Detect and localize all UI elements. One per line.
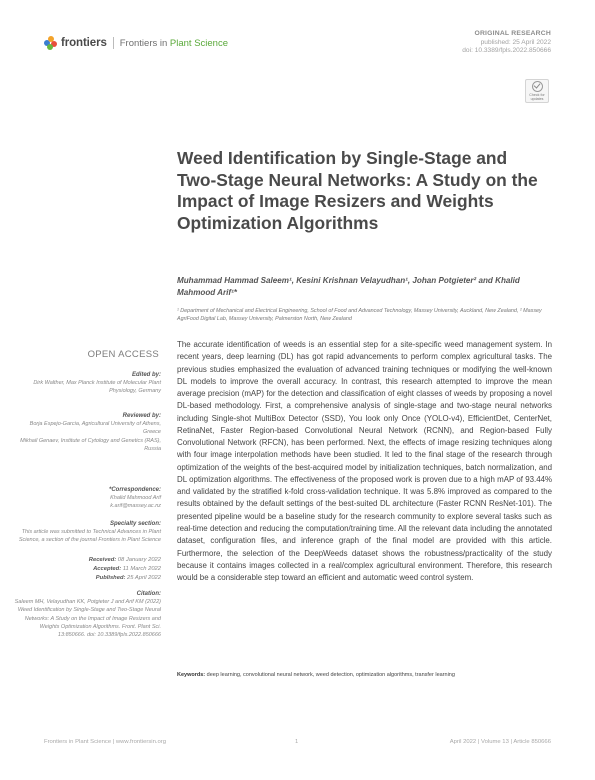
- keywords-list: deep learning, convolutional neural network, weed detection, optimization algorithms, transfer learning: [206, 672, 455, 678]
- dates-block: [89, 556, 161, 584]
- reviewed-by-label: Reviewed by:: [122, 413, 161, 419]
- citation-text: Saleem MH, Velayudhan KK, Potgieter J and Arif KM (2022) Weed Identification by Single-Stage and Two-Stage Neural Networks: A Study on the Impact of Image Resizers and Weights Optimization Algorithms. Front. Plant Sci. 13:850666. doi: 10.3389/fpls.2022.850666: [14, 599, 161, 639]
- doi-link[interactable]: doi: 10.3389/fpls.2022.850666: [462, 47, 551, 55]
- check-updates-label: Check for updates: [529, 93, 545, 101]
- open-access-label: OPEN ACCESS: [87, 349, 159, 360]
- check-updates-icon: [532, 81, 543, 92]
- article-type: ORIGINAL RESEARCH: [474, 30, 551, 37]
- editor: Dirk Walther, Max Planck Institute of Molecular Plant Physiology, Germany: [33, 380, 161, 395]
- received-date: 08 January 2022: [117, 557, 161, 563]
- accepted-label: Accepted:: [93, 566, 122, 573]
- reviewer-1: Borja Espejo-Garcia, Agricultural University of Athens, Greece: [29, 421, 161, 436]
- article-meta: [462, 30, 551, 56]
- page-number: 1: [295, 739, 299, 745]
- affiliations: ¹ Department of Mechanical and Electrical Engineering, School of Food and Advanced Technology, Massey University, Auckland, New Zealand, ² Massey AgriFood Digital Lab, Massey University, Palmerston North, New Zealand: [177, 308, 542, 322]
- correspondence-email[interactable]: k.arif@massey.ac.nz: [110, 503, 161, 510]
- abstract-text: The accurate identification of weeds is an essential step for a site-specific weed management system. In recent years, deep learning (DL) has got rapid advancements to perform complex agricultural tasks. The previous studies emphasized the evaluation of advanced training techniques or modifying the well-known DL models to improve the overall accuracy. In contrast, this research attempted to improve the mean average precision (mAP) for the detection and classification of eight classes of weeds by proposing a novel DL-based methodology. First, a comprehensive analysis of single-stage and two-stage neural networks including Single-shot MultiBox Detector (SSD), You look only Once (YOLO-v4), EfficientDet, CenterNet, RetinaNet, Faster Region-based Convolutional Neural Network (RCNN), and Region-based Fully Convolutional Network (RFCN), has been performed. Next, the effects of image resizing techniques along with four image interpolation methods have been studied. It led to the final stage of the research through optimization of the weights of the best-acquired model by initialization techniques, batch normalization, and DL optimization algorithms. The effectiveness of the proposed work is proven due to a high mAP of 93.44% and validated by the stratified k-fold cross-validation technique. It was 5.8% improved as compared to the results obtained by the default settings of the best-suited DL architecture (Faster RCNN ResNet-101). The presented pipeline would be a baseline study for the research community to explore several tasks such as real-time detection and reducing the computation/training time. All the relevant data including the annotated dataset, configuration files, and inference graph of the final model are provided with this article. Furthermore, the selection of the DeepWeeds dataset shows the robustness/practicality of the study because it contains images collected in a real/complex agricultural environment. Therefore, this research would be a considerable step toward an efficient and automatic weed control system.: [177, 340, 552, 583]
- article-title: Weed Identification by Single-Stage and Two-Stage Neural Networks: A Study on the Impact of Image Resizers and Weights Optimization Algorithms: [177, 148, 538, 233]
- keywords: [177, 671, 552, 679]
- check-for-updates-button[interactable]: [525, 79, 549, 103]
- specialty-label: Specialty section:: [109, 521, 161, 527]
- received-label: Received:: [88, 557, 117, 563]
- journal-logo[interactable]: [44, 36, 228, 50]
- accepted-date: 11 March 2022: [122, 566, 161, 573]
- correspondence-label: *Correspondence:: [108, 487, 161, 493]
- frontiers-logo-icon: [44, 36, 58, 50]
- published-label: Published:: [95, 575, 126, 582]
- footer-issue-info: April 2022 | Volume 13 | Article 850666: [449, 739, 551, 745]
- journal-name: Frontiers in Plant Science: [119, 37, 228, 49]
- edited-by-block: [11, 371, 161, 396]
- reviewed-by-block: [11, 412, 161, 453]
- footer-journal-link[interactable]: Frontiers in Plant Science | www.frontiersin.org: [44, 739, 167, 745]
- edited-by-label: Edited by:: [131, 372, 161, 378]
- brand-name: frontiers: [61, 37, 107, 49]
- author-list[interactable]: Muhammad Hammad Saleem¹, Kesini Krishnan Velayudhan¹, Johan Potgieter² and Khalid Mahmood Arif¹*: [177, 276, 520, 297]
- specialty-text: This article was submitted to Technical Advances in Plant Science, a section of the journal Frontiers in Plant Science: [18, 529, 161, 544]
- correspondence-block: [11, 486, 161, 511]
- published-date: published: 25 April 2022: [480, 38, 551, 46]
- citation-block: [11, 590, 161, 639]
- specialty-section-block: [11, 520, 161, 545]
- keywords-label: Keywords:: [177, 672, 206, 678]
- correspondence-name: Khalid Mahmood Arif: [110, 495, 161, 502]
- published-date-side: 25 April 2022: [127, 575, 161, 582]
- citation-label: Citation:: [136, 591, 161, 597]
- logo-divider: [113, 37, 114, 49]
- reviewer-2: Mikhail Genaev, Institute of Cytology and Genetics (RAS), Russia: [20, 437, 161, 452]
